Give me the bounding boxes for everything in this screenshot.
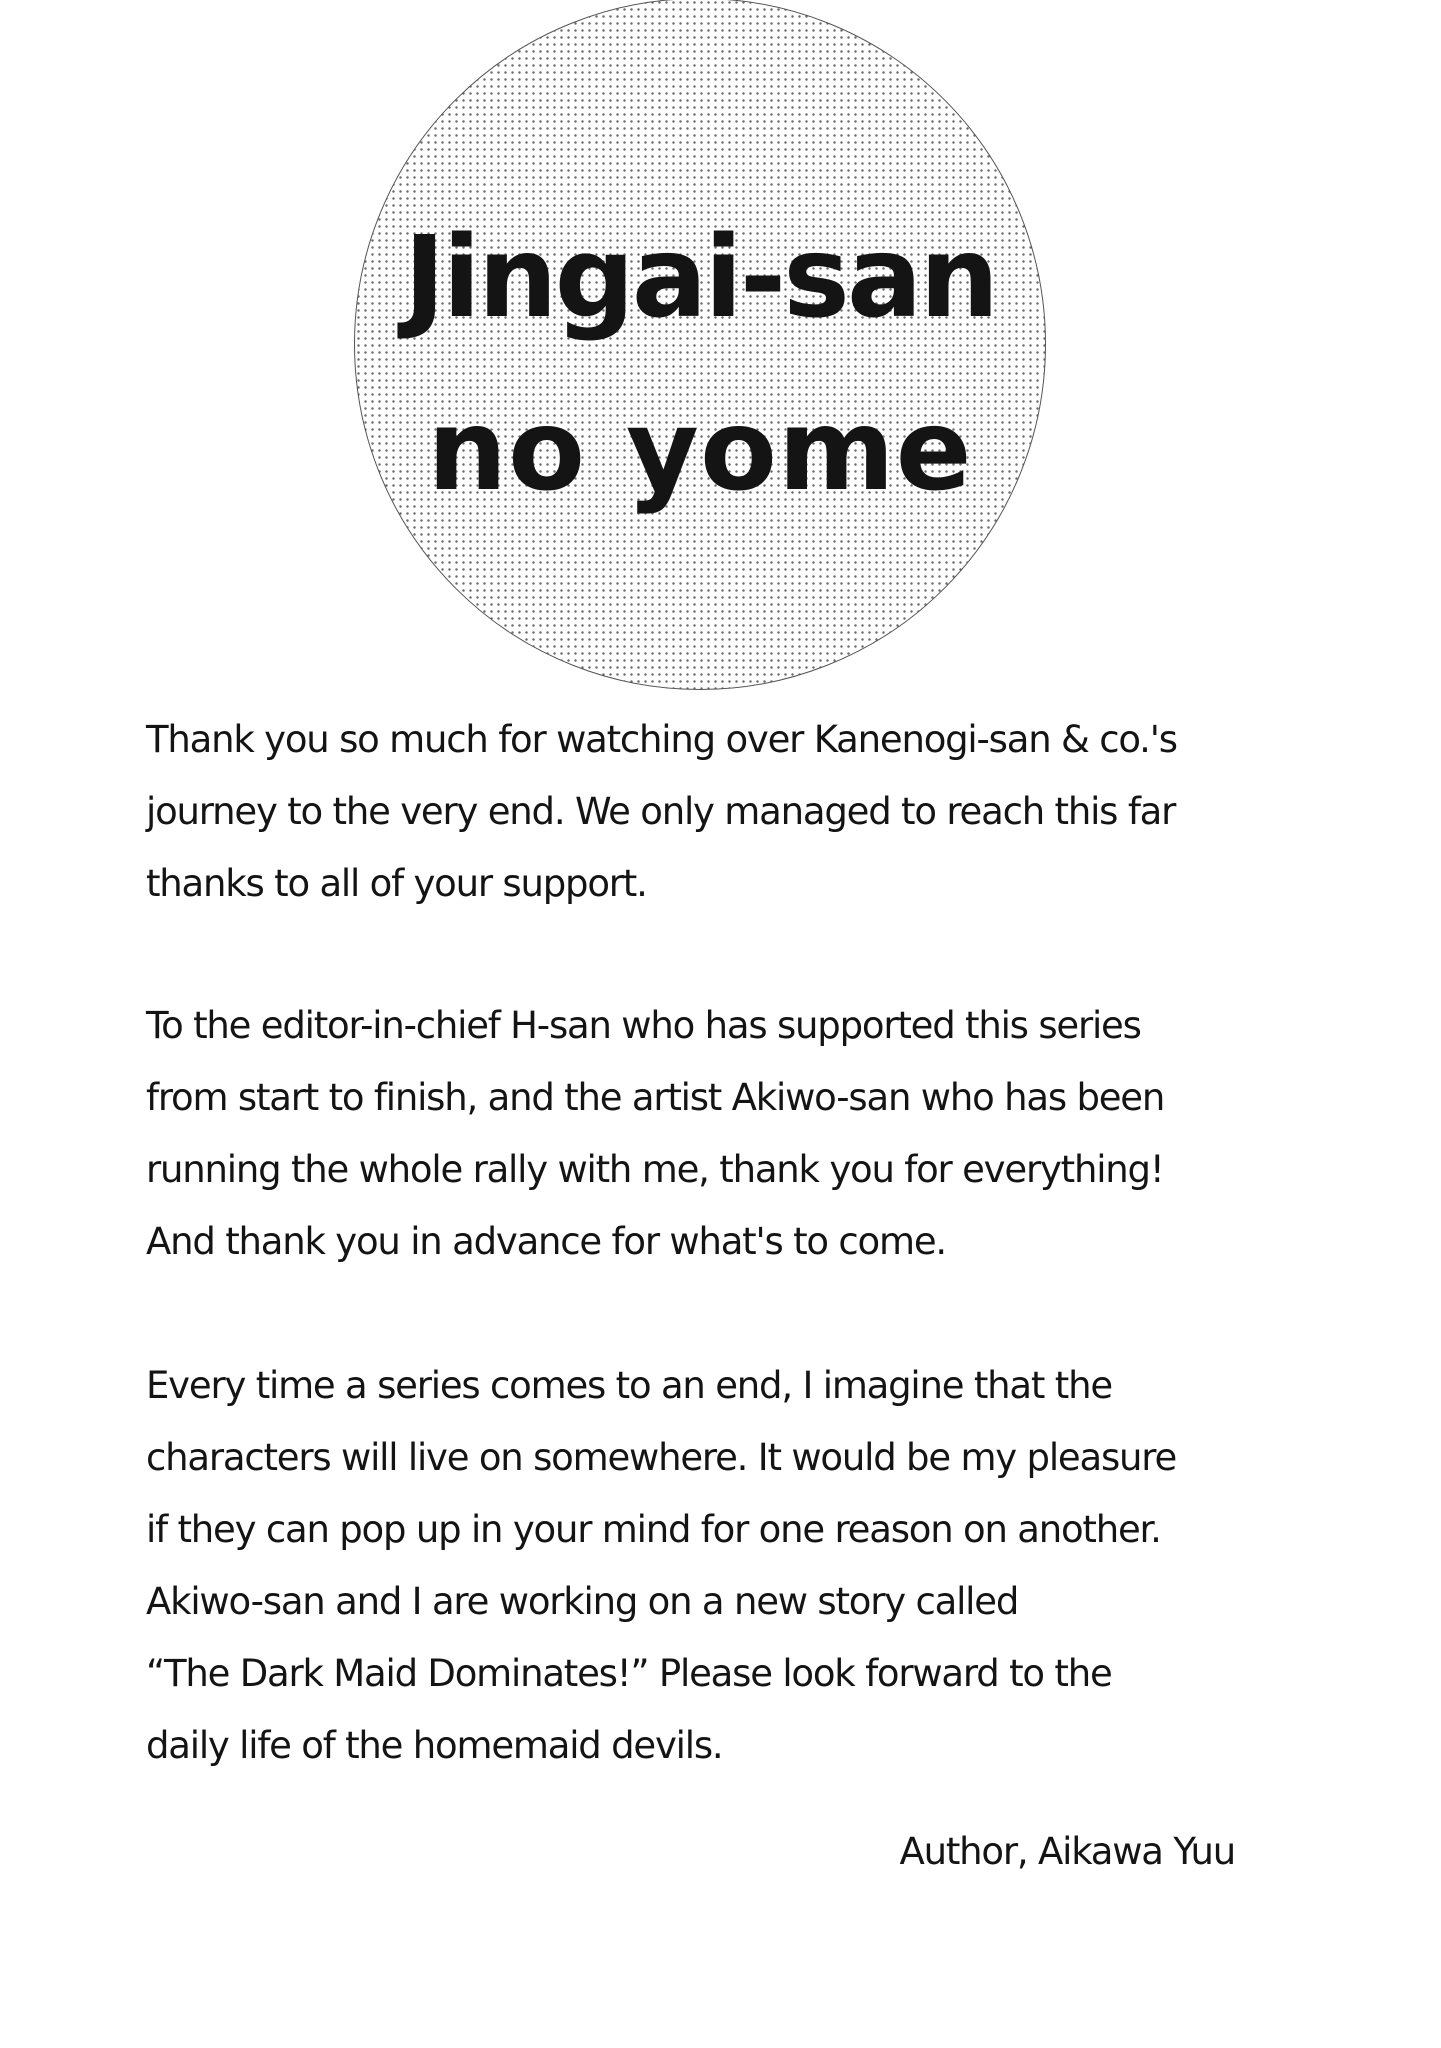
paragraph-acknowledgements	[146, 990, 1326, 1278]
paragraph-line: To the editor-in-chief H-san who has supported this series	[146, 1004, 1141, 1047]
paragraph-line: thanks to all of your support.	[146, 862, 647, 905]
title-line-1: Jingai-san	[403, 213, 997, 343]
paragraph-line: running the whole rally with me, thank you for everything!	[146, 1148, 1164, 1191]
paragraph-line: “The Dark Maid Dominates!” Please look forward to the	[146, 1652, 1112, 1695]
paragraph-line: if they can pop up in your mind for one reason on another.	[146, 1508, 1161, 1551]
paragraph-line: daily life of the homemaid devils.	[146, 1724, 723, 1767]
paragraph-line: Akiwo-san and I are working on a new story called	[146, 1580, 1019, 1623]
paragraph-line: characters will live on somewhere. It would be my pleasure	[146, 1436, 1177, 1479]
paragraph-line: Every time a series comes to an end, I imagine that the	[146, 1364, 1112, 1407]
paragraph-line: Thank you so much for watching over Kanenogi-san & co.'s	[146, 718, 1177, 761]
paragraph-line: from start to finish, and the artist Akiwo-san who has been	[146, 1076, 1165, 1119]
paragraph-line: journey to the very end. We only managed to reach this far	[146, 790, 1176, 833]
author-signature: Author, Aikawa Yuu	[899, 1830, 1235, 1873]
paragraph-line: And thank you in advance for what's to come.	[146, 1220, 946, 1263]
title-line-2: no yome	[427, 386, 973, 516]
paragraph-thanks	[146, 704, 1326, 920]
title-screentone-circle	[354, 0, 1046, 690]
paragraph-new-story	[146, 1350, 1326, 1782]
